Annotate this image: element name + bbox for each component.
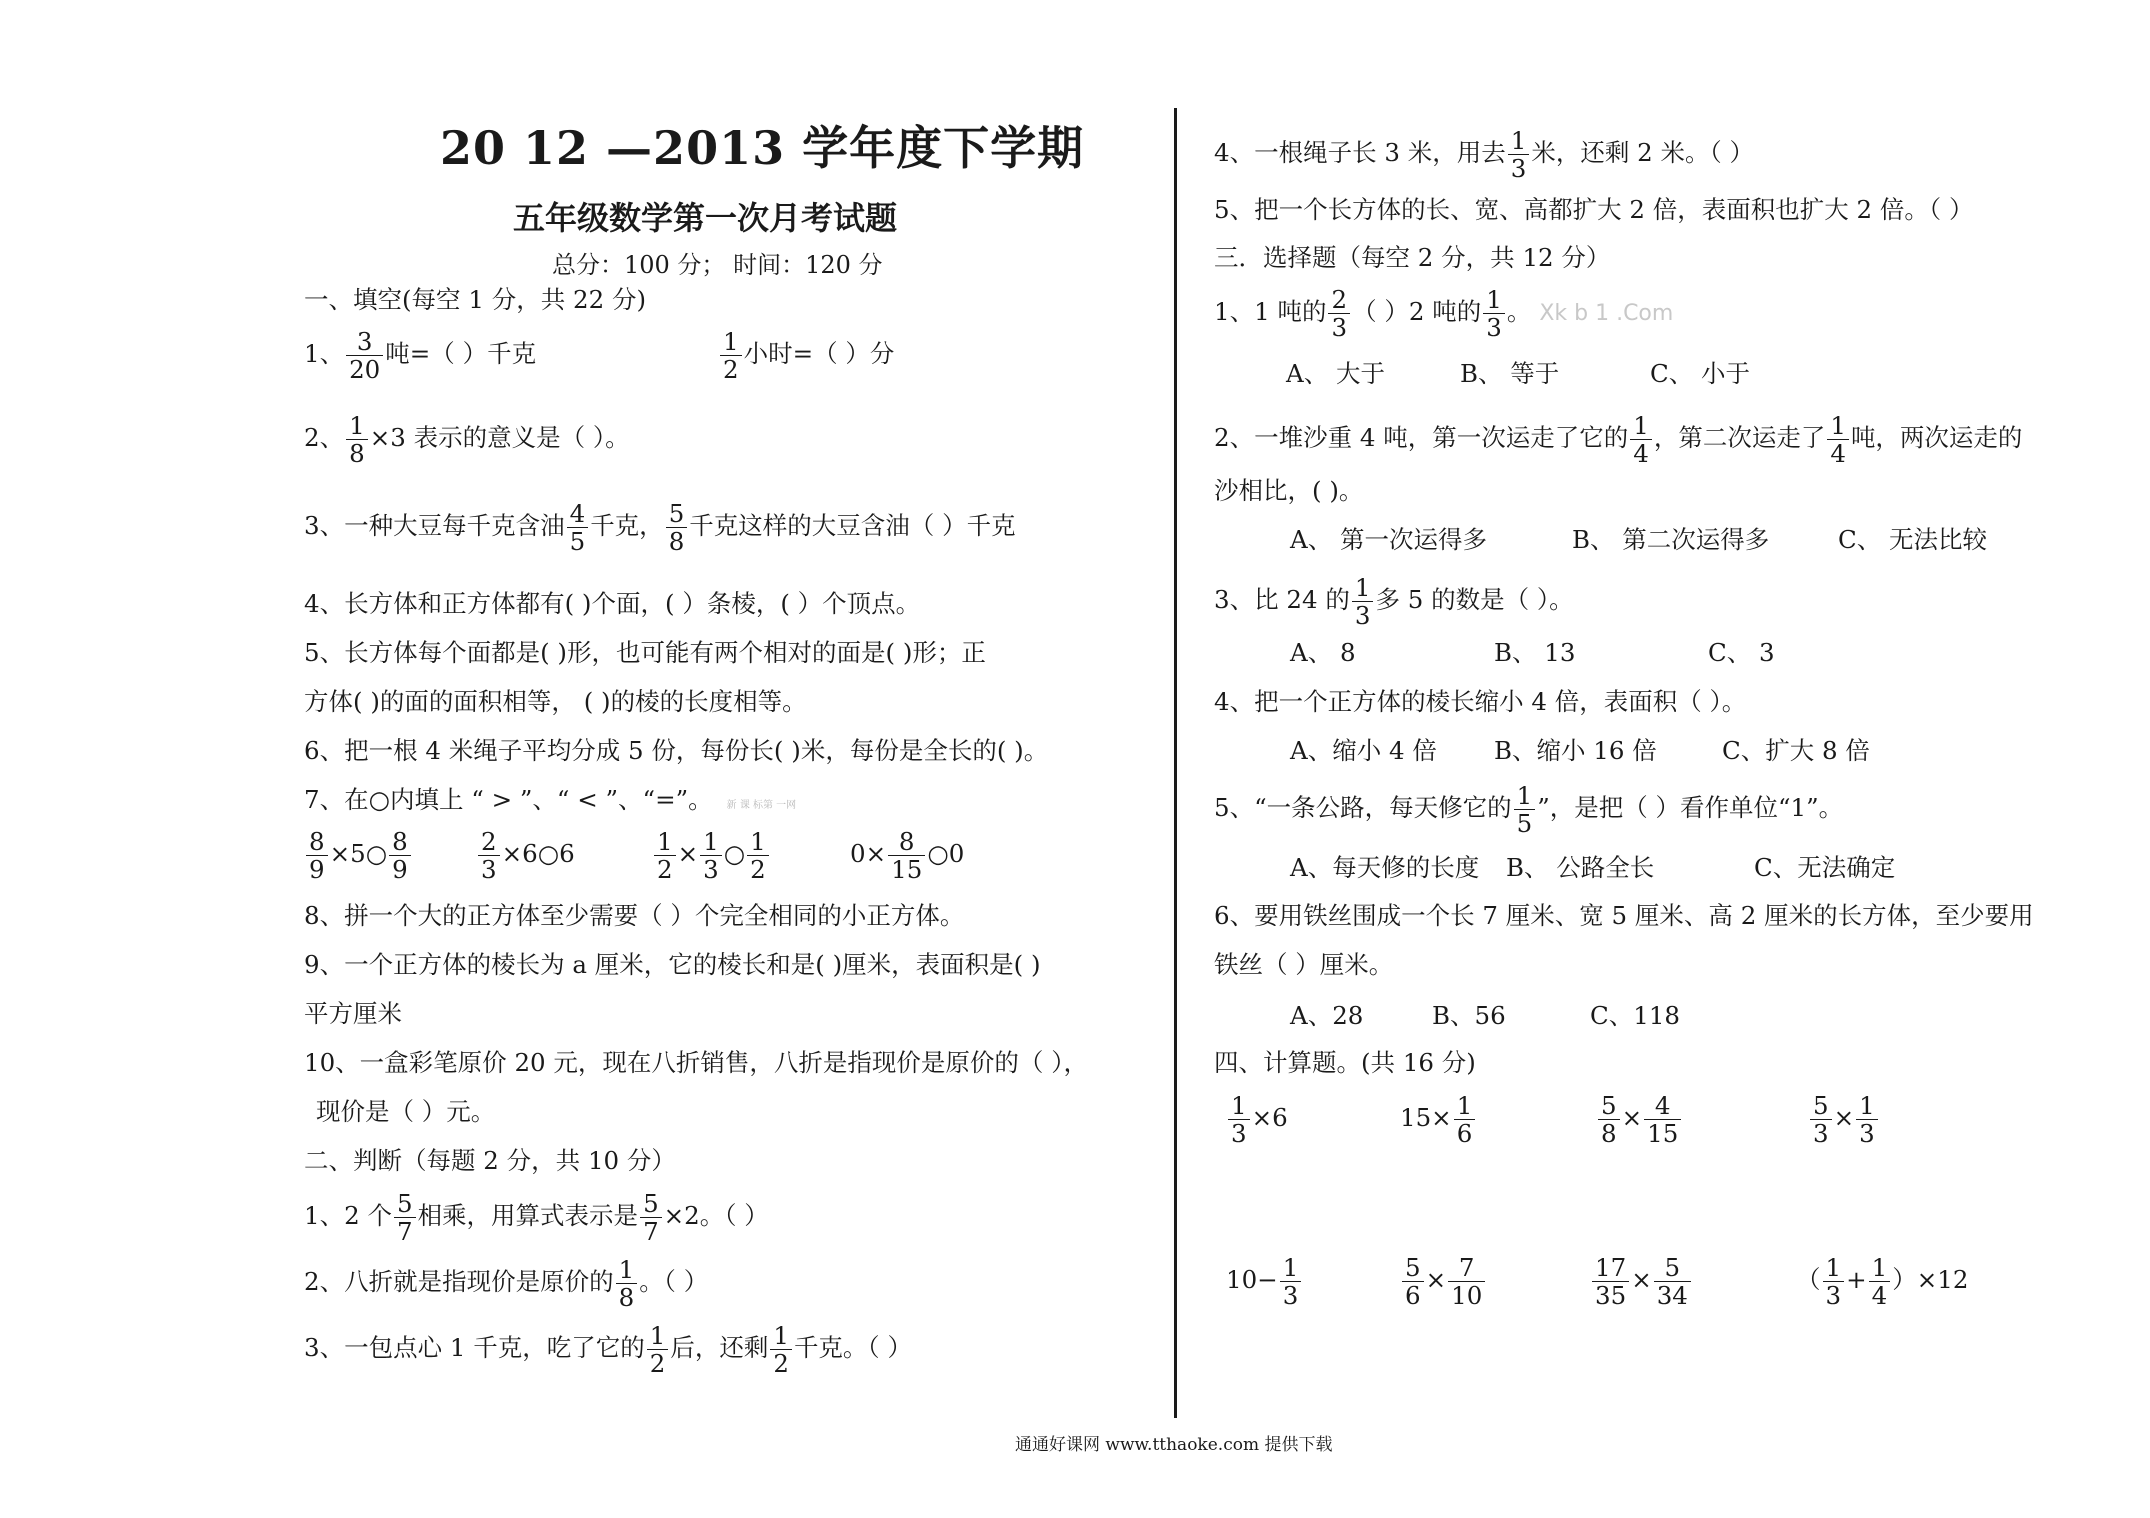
question-1-1b: $\frac{1}{2}$ 小时=（ ）分: [718, 328, 894, 383]
question-2-4: 4、一根绳子长 3 米，用去 $\frac{1}{3}$ 米，还剩 2 米。（ ）: [1214, 126, 1755, 183]
fraction: $\frac{3}{20}$: [346, 328, 383, 383]
option-b: B、 13: [1494, 638, 1576, 667]
question-1-2: 2、 $\frac{1}{8}$ ×3 表示的意义是（ ）。: [304, 411, 630, 468]
fraction: $\frac{5}{6}$: [1402, 1254, 1424, 1309]
option-c: C、 小于: [1650, 359, 1751, 388]
score-time-info: 总分：100 分； 时间：120 分: [552, 251, 883, 279]
question-3-2-cont: 沙相比，( )。: [1214, 476, 1364, 505]
fraction: $\frac{1}{3}$: [1508, 127, 1530, 182]
fraction: $\frac{5}{34}$: [1654, 1254, 1691, 1309]
fraction: $\frac{5}{3}$: [1810, 1092, 1832, 1147]
section-heading: 四、计算题。(共 16 分): [1214, 1048, 1476, 1077]
compare-expr-2: $\frac{2}{3}$ ×6○6: [476, 828, 575, 883]
calc-expr-7: $\frac{17}{35}$ × $\frac{5}{34}$: [1590, 1254, 1693, 1309]
fraction: $\frac{8}{9}$: [389, 828, 411, 883]
fraction: $\frac{4}{15}$: [1644, 1092, 1681, 1147]
fraction: $\frac{5}{7}$: [640, 1190, 662, 1245]
question-1-6: 6、把一根 4 米绳子平均分成 5 份，每份长( )米，每份是全长的( )。: [304, 736, 1049, 765]
calc-expr-1: $\frac{1}{3}$ ×6: [1226, 1092, 1288, 1147]
fraction: $\frac{1}{4}$: [1869, 1254, 1891, 1309]
option-b: B、缩小 16 倍: [1494, 736, 1657, 765]
fraction: $\frac{1}{2}$: [654, 828, 676, 883]
question-1-10: 10、一盒彩笔原价 20 元，现在八折销售，八折是指现价是原价的（ ），: [304, 1048, 1088, 1077]
fraction: $\frac{1}{3}$: [1823, 1254, 1845, 1309]
question-1-1: 1、 $\frac{3}{20}$ 吨=（ ）千克: [304, 327, 537, 384]
options-3-6: [1290, 1000, 1680, 1032]
section-heading: 一、填空(每空 1 分，共 22 分): [304, 285, 647, 314]
fraction: $\frac{4}{5}$: [567, 500, 589, 555]
option-b: B、 公路全长: [1506, 853, 1655, 882]
exam-subtitle: 五年级数学第一次月考试题: [513, 199, 898, 237]
question-2-5: 5、把一个长方体的长、宽、高都扩大 2 倍，表面积也扩大 2 倍。（ ）: [1214, 195, 1974, 224]
fraction: $\frac{1}{3}$: [700, 828, 722, 883]
fraction: $\frac{1}{5}$: [1514, 782, 1536, 837]
compare-expr-3: $\frac{1}{2}$ × $\frac{1}{3}$ ○ $\frac{1}{2}$: [652, 828, 771, 883]
fraction: $\frac{5}{7}$: [394, 1190, 416, 1245]
compare-expr-1: $\frac{8}{9}$ ×5○ $\frac{8}{9}$: [304, 828, 413, 883]
fraction: $\frac{5}{8}$: [1598, 1092, 1620, 1147]
options-3-2: [1290, 524, 1987, 556]
footer-credit: 通通好课网 www.tthaoke.com 提供下载: [1015, 1435, 1333, 1455]
option-b: B、 等于: [1460, 359, 1560, 388]
fraction: $\frac{2}{3}$: [478, 828, 500, 883]
options-3-5: [1290, 852, 1895, 884]
question-1-10-cont: 现价是（ ）元。: [316, 1097, 496, 1126]
fraction: $\frac{1}{3}$: [1280, 1254, 1302, 1309]
question-3-1: 1、1 吨的 $\frac{2}{3}$ （ ）2 吨的 $\frac{1}{3}$ 。 Xk b 1 .Com: [1214, 285, 1674, 342]
fraction: $\frac{1}{2}$: [770, 1322, 792, 1377]
question-3-5: 5、“一条公路，每天修它的 $\frac{1}{5}$ ”，是把（ ）看作单位“1”。: [1214, 781, 1844, 838]
option-c: C、扩大 8 倍: [1722, 736, 1870, 765]
question-1-9-cont: 平方厘米: [304, 999, 402, 1028]
fraction: $\frac{1}{8}$: [346, 412, 368, 467]
options-3-3: [1290, 637, 1775, 669]
option-a: A、 8: [1290, 638, 1356, 667]
option-a: A、28: [1290, 1001, 1364, 1030]
question-2-1: 1、2 个 $\frac{5}{7}$ 相乘，用算式表示是 $\frac{5}{7}$ ×2。（ ）: [304, 1189, 769, 1246]
fraction: $\frac{1}{6}$: [1454, 1092, 1476, 1147]
question-3-4: 4、把一个正方体的棱长缩小 4 倍，表面积（ ）。: [1214, 687, 1747, 716]
fraction: $\frac{1}{3}$: [1352, 574, 1374, 629]
question-1-9: 9、一个正方体的棱长为 a 厘米，它的棱长和是( )厘米，表面积是( ): [304, 950, 1041, 979]
section-heading: 二、判断（每题 2 分，共 10 分）: [304, 1146, 676, 1175]
option-a: A、 第一次运得多: [1290, 525, 1487, 554]
calc-expr-2: 15× $\frac{1}{6}$: [1400, 1092, 1477, 1147]
fraction: $\frac{2}{3}$: [1328, 286, 1350, 341]
fraction: $\frac{1}{2}$: [720, 328, 742, 383]
question-1-5-cont: 方体( )的面的面积相等， ( )的棱的长度相等。: [304, 687, 807, 716]
calc-expr-5: 10− $\frac{1}{3}$: [1226, 1254, 1303, 1309]
question-3-3: 3、比 24 的 $\frac{1}{3}$ 多 5 的数是（ ）。: [1214, 573, 1574, 630]
tiny-watermark: 新 课 标第 一网: [726, 800, 797, 811]
question-1-8: 8、拼一个大的正方体至少需要（ ）个完全相同的小正方体。: [304, 901, 965, 930]
options-3-4: [1290, 735, 1870, 767]
fraction: $\frac{1}{3}$: [1856, 1092, 1878, 1147]
question-1-3: 3、一种大豆每千克含油 $\frac{4}{5}$ 千克， $\frac{5}{8}$ 千克这样的大豆含油（ ）千克: [304, 499, 1016, 556]
compare-expr-4: 0× $\frac{8}{15}$ ○0: [850, 827, 965, 884]
calc-expr-8: （ $\frac{1}{3}$ + $\frac{1}{4}$ ）×12: [1796, 1253, 1969, 1310]
option-c: C、无法确定: [1754, 853, 1896, 882]
question-1-7: 7、在○内填上 “ > ”、“ < ”、“=”。 新 课 标第 一网: [304, 785, 797, 814]
fraction: $\frac{1}{3}$: [1483, 286, 1505, 341]
watermark-text: Xk b 1 .Com: [1539, 301, 1674, 326]
question-2-3: 3、一包点心 1 千克，吃了它的 $\frac{1}{2}$ 后，还剩 $\frac{1}{2}$ 千克。（ ）: [304, 1321, 912, 1378]
option-b: B、56: [1432, 1001, 1506, 1030]
fraction: $\frac{1}{8}$: [616, 1256, 638, 1311]
options-3-1: [1286, 358, 1750, 390]
option-a: A、 大于: [1286, 359, 1385, 388]
fraction: $\frac{8}{15}$: [888, 828, 925, 883]
question-3-2: 2、一堆沙重 4 吨，第一次运走了它的 $\frac{1}{4}$ ，第二次运走了 $\frac{1}{4}$ 吨，两次运走的: [1214, 411, 2023, 468]
question-2-2: 2、八折就是指现价是原价的 $\frac{1}{8}$ 。（ ）: [304, 1255, 709, 1312]
question-1-4: 4、长方体和正方体都有( )个面，( ）条棱，( ）个顶点。: [304, 589, 921, 618]
option-c: C、 3: [1708, 638, 1775, 667]
fraction: $\frac{7}{10}$: [1448, 1254, 1485, 1309]
fraction: $\frac{1}{2}$: [747, 828, 769, 883]
column-divider: [1174, 108, 1177, 1418]
fraction: $\frac{1}{4}$: [1827, 412, 1849, 467]
option-a: A、缩小 4 倍: [1290, 736, 1437, 765]
option-a: A、每天修的长度: [1290, 853, 1480, 882]
fraction: $\frac{8}{9}$: [306, 828, 328, 883]
option-c: C、 无法比较: [1838, 525, 1988, 554]
calc-expr-6: $\frac{5}{6}$ × $\frac{7}{10}$: [1400, 1254, 1487, 1309]
page-title: 20 12 —2013 学年度下学期: [440, 121, 1085, 175]
fraction: $\frac{1}{3}$: [1228, 1092, 1250, 1147]
fraction: $\frac{5}{8}$: [666, 500, 688, 555]
question-3-6: 6、要用铁丝围成一个长 7 厘米、宽 5 厘米、高 2 厘米的长方体，至少要用: [1214, 901, 2034, 930]
question-3-6-cont: 铁丝（ ）厘米。: [1214, 950, 1394, 979]
fraction: $\frac{17}{35}$: [1592, 1254, 1629, 1309]
section-heading: 三．选择题（每空 2 分，共 12 分）: [1214, 243, 1611, 272]
option-c: C、118: [1590, 1001, 1681, 1030]
fraction: $\frac{1}{2}$: [647, 1322, 669, 1377]
option-b: B、 第二次运得多: [1572, 525, 1770, 554]
calc-expr-3: $\frac{5}{8}$ × $\frac{4}{15}$: [1596, 1092, 1683, 1147]
calc-expr-4: $\frac{5}{3}$ × $\frac{1}{3}$: [1808, 1092, 1880, 1147]
fraction: $\frac{1}{4}$: [1630, 412, 1652, 467]
question-1-5: 5、长方体每个面都是( )形，也可能有两个相对的面是( )形；正: [304, 638, 986, 667]
